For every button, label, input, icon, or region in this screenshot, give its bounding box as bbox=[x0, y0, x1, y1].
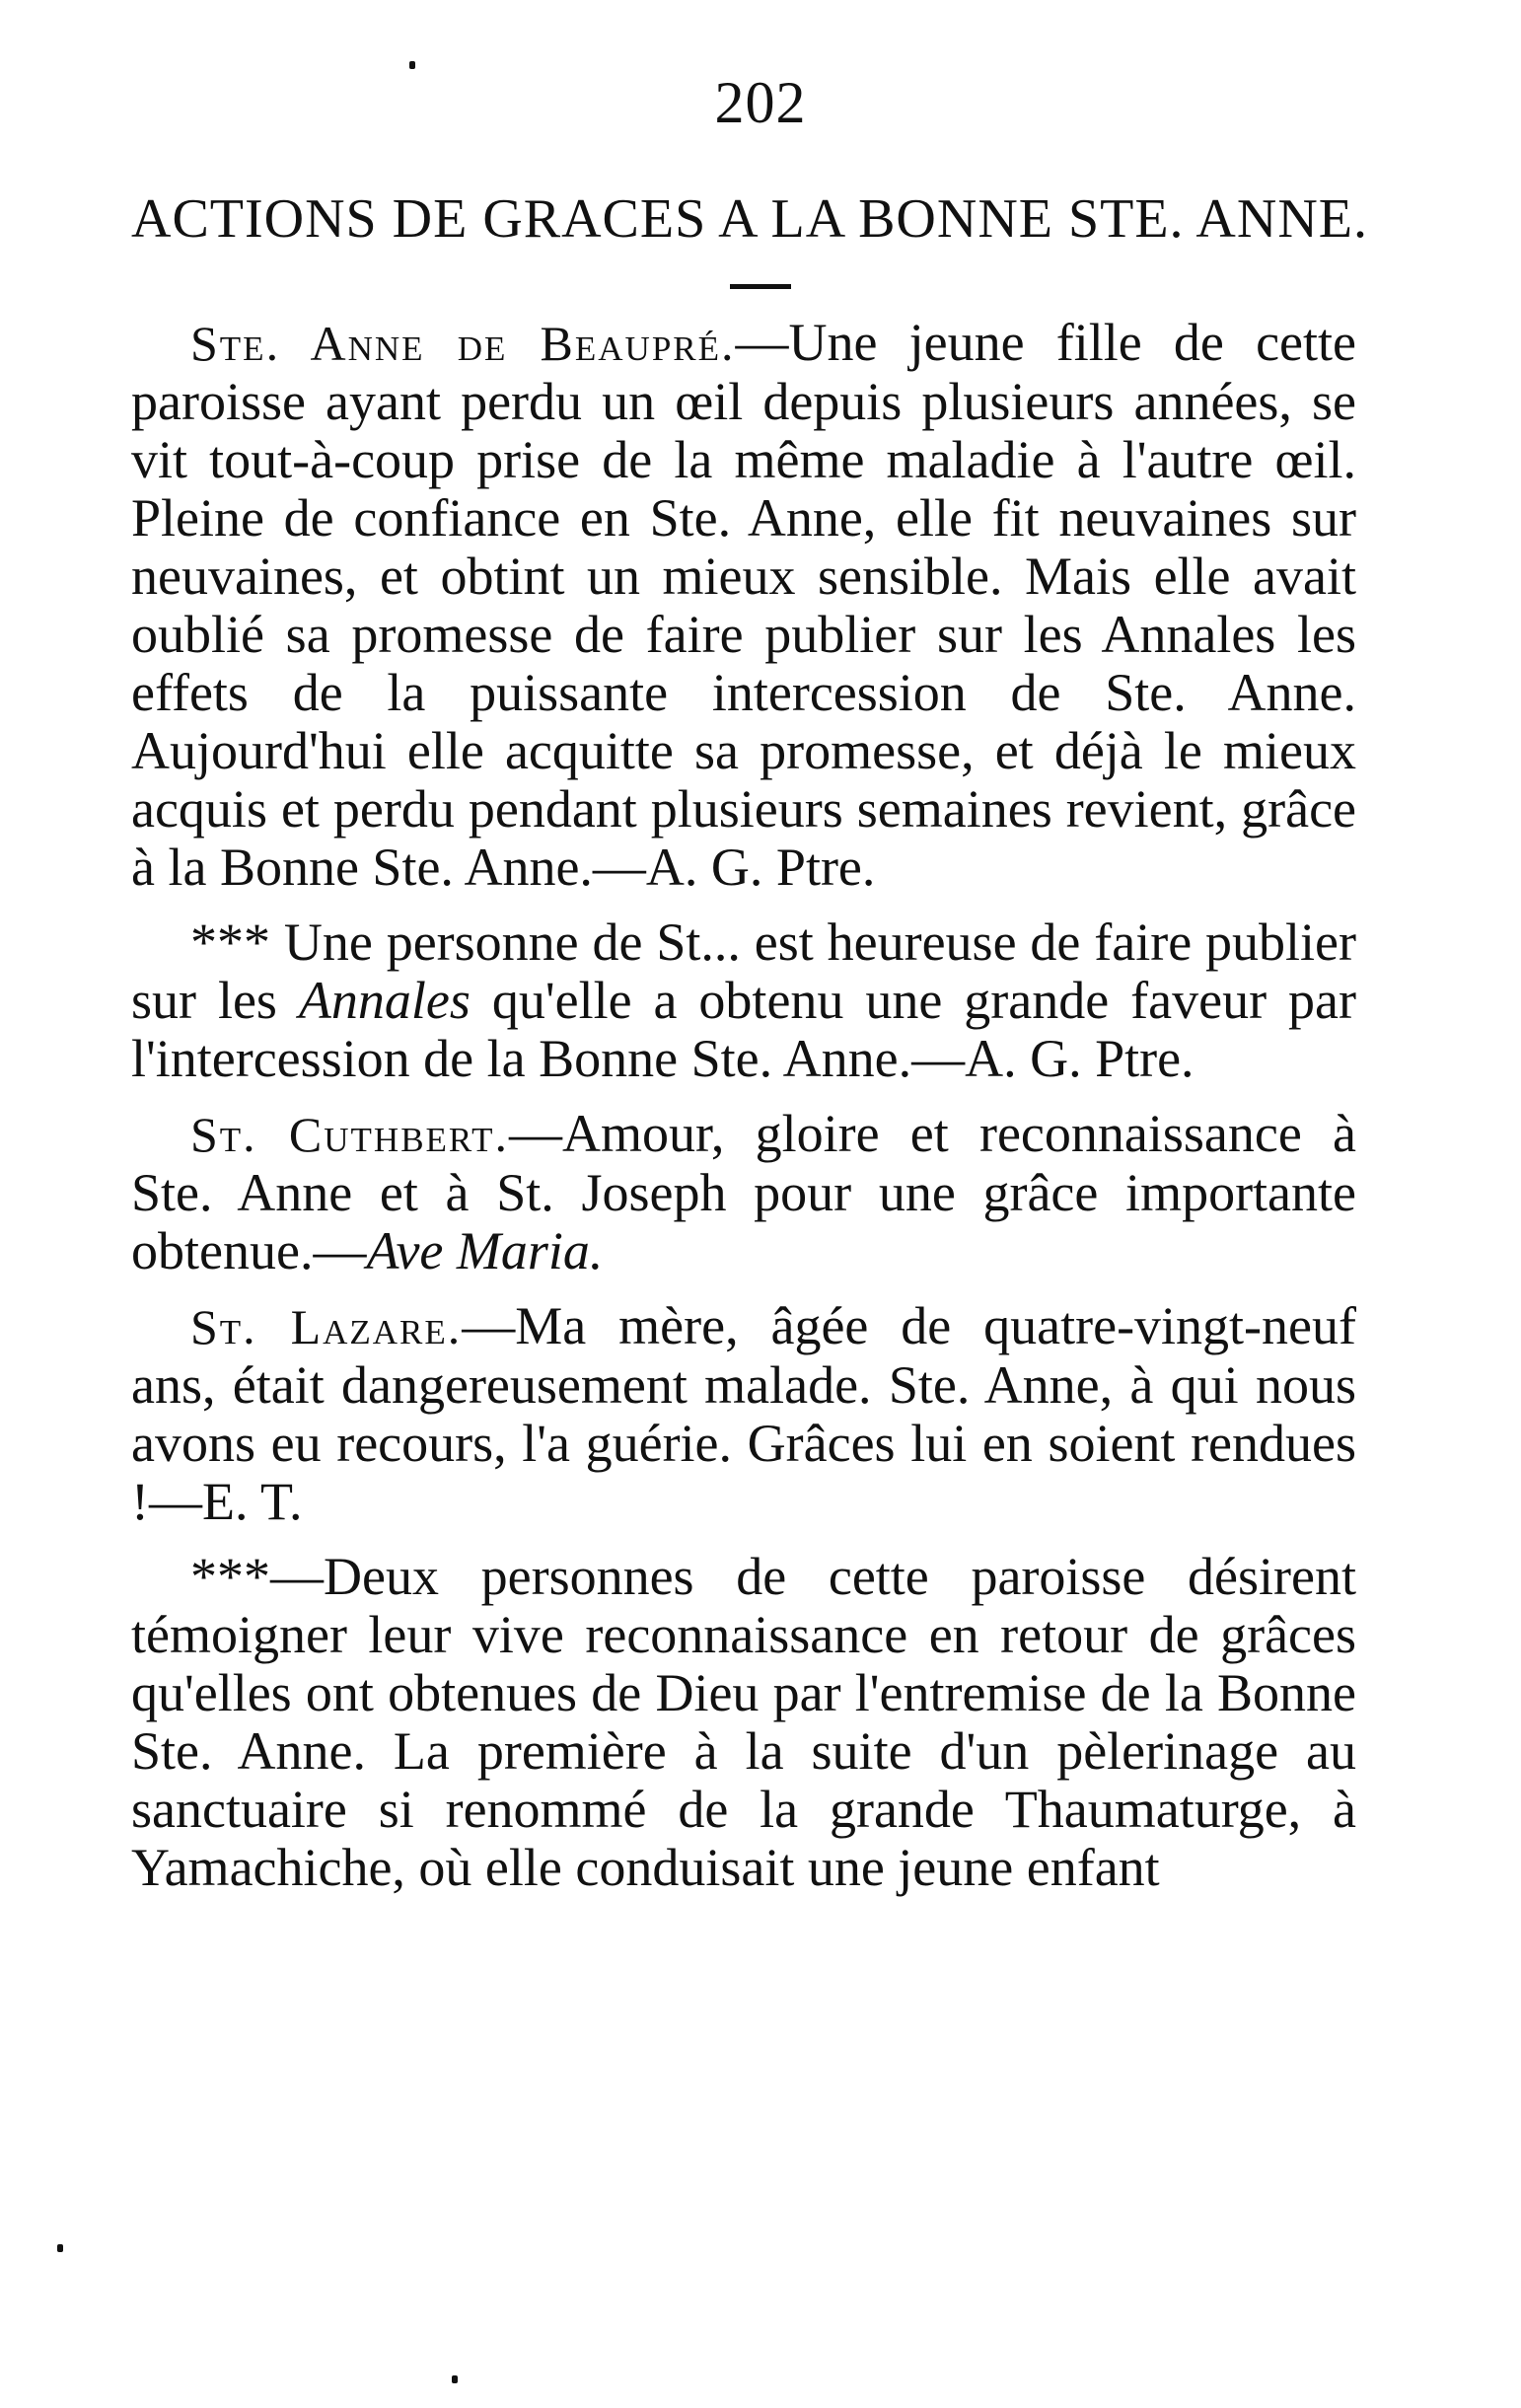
entry-italic-text: Annales bbox=[298, 971, 471, 1030]
heading-rule bbox=[730, 284, 791, 289]
print-speck bbox=[452, 2375, 458, 2383]
entry-text: —Amour, gloire et reconnaissance à Ste. Anne et à St. Joseph pour une grâce importante obtenue.— bbox=[131, 1104, 1356, 1280]
entry-st-cuthbert bbox=[131, 1105, 1356, 1280]
entry-italic-text: Ave Maria. bbox=[366, 1221, 604, 1280]
entry-text: *** Une personne de St... est heureuse de faire publier sur les bbox=[131, 912, 1356, 1030]
entry-une-personne bbox=[131, 913, 1356, 1088]
entry-deux-personnes bbox=[131, 1548, 1356, 1897]
entry-ste-anne-de-beaupre bbox=[131, 314, 1356, 897]
entry-st-lazare bbox=[131, 1297, 1356, 1531]
page-number: 202 bbox=[714, 70, 807, 135]
entry-lead: Ste. Anne de Beaupré. bbox=[190, 316, 736, 371]
entry-text: qu'elle a obtenu une grande faveur par l'intercession de la Bonne Ste. Anne.—A. G. Ptre. bbox=[131, 971, 1356, 1088]
entry-text: ***—Deux personnes de cette paroisse désirent témoigner leur vive reconnaissance en retour de grâces qu'elles ont obtenues de Dieu par l'entremise de la Bonne Ste. Anne. La première à la suite d'un pèlerinage au sanctuaire si renommé de la grande Thaumaturge, à Yamachiche, où elle conduisait une jeune enfant bbox=[131, 1547, 1356, 1897]
entry-lead: St. Cuthbert. bbox=[190, 1107, 510, 1162]
entry-text: —Ma mère, âgée de quatre-vingt-neuf ans, était dangereusement malade. Ste. Anne, à qui nous avons eu recours, l'a guérie. Grâces lui en soient rendues !—E. T. bbox=[131, 1296, 1356, 1531]
entry-lead: St. Lazare. bbox=[190, 1299, 463, 1354]
print-speck bbox=[409, 61, 415, 69]
entry-text: —Une jeune fille de cette paroisse ayant perdu un œil depuis plusieurs années, se vit tout-à-coup prise de la même maladie à l'autre œil. Pleine de confiance en Ste. Anne, elle fit neuvaines sur neuvaines, et obtint un mieux sensible. Mais elle avait oublié sa promesse de faire publier sur les Annales les effets de la puissante intercession de Ste. Anne. Aujourd'hui elle acquitte sa promesse, et déjà le mieux acquis et perdu pendant plusieurs semaines revient, grâce à la Bonne Ste. Anne.—A. G. Ptre. bbox=[131, 313, 1356, 897]
page-body bbox=[131, 314, 1356, 1914]
page-heading: ACTIONS DE GRACES A LA BONNE STE. ANNE. bbox=[131, 188, 1368, 250]
print-speck bbox=[57, 2244, 63, 2252]
